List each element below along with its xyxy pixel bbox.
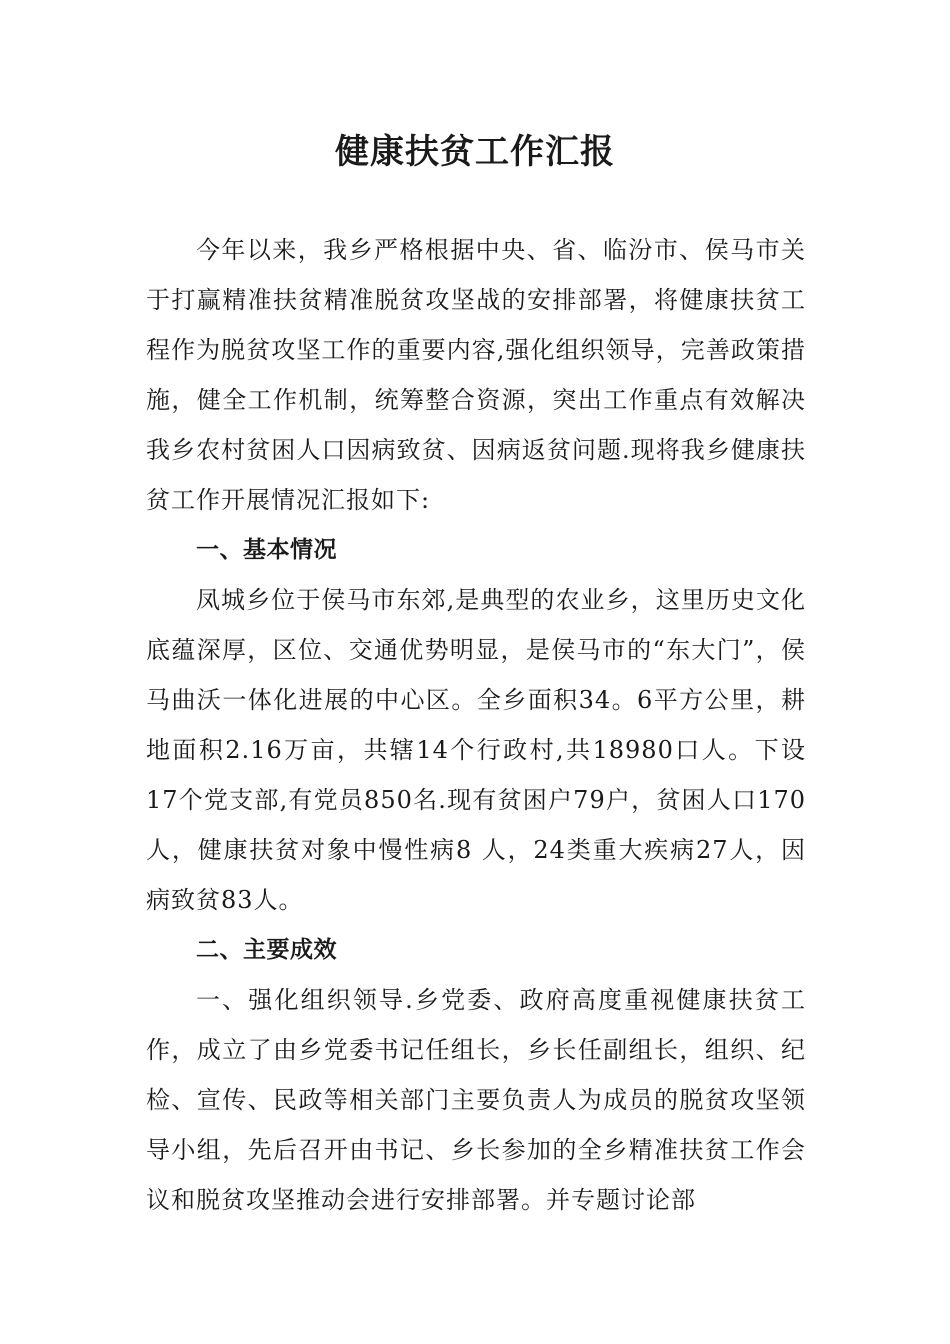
main-results-paragraph: 一、强化组织领导.乡党委、政府高度重视健康扶贫工作，成立了由乡党委书记任组长，乡长任副组长，组织、纪检、宣传、民政等相关部门主要负责人为成员的脱贫攻坚领导小组，先后召开由书记、乡长参加的全乡精准扶贫工作会议和脱贫攻坚推动会进行安排部署。并专题讨论部 (146, 986, 806, 1214)
section-heading-main-results: 二、主要成效 (196, 937, 337, 963)
document-body (146, 225, 806, 1225)
intro-paragraph: 今年以来，我乡严格根据中央、省、临汾市、侯马市关于打赢精准扶贫精准脱贫攻坚战的安排部署，将健康扶贫工程作为脱贫攻坚工作的重要内容,强化组织领导，完善政策措施，健全工作机制，统筹整合资源，突出工作重点有效解决我乡农村贫困人口因病致贫、因病返贫问题.现将我乡健康扶贫工作开展情况汇报如下: (146, 236, 806, 514)
section-heading-basic-situation: 一、基本情况 (196, 537, 337, 563)
basic-situation-paragraph: 凤城乡位于侯马市东郊,是典型的农业乡，这里历史文化底蕴深厚，区位、交通优势明显，是侯马市的“东大门”，侯马曲沃一体化进展的中心区。全乡面积34。6平方公里，耕地面积2.16万亩，共辖14个行政村,共18980口人。下设17个党支部,有党员850名.现有贫困户79户，贫困人口170人，健康扶贫对象中慢性病8 人，24类重大疾病27人，因病致贫83人。 (146, 586, 806, 914)
document-title: 健康扶贫工作汇报 (335, 132, 615, 172)
